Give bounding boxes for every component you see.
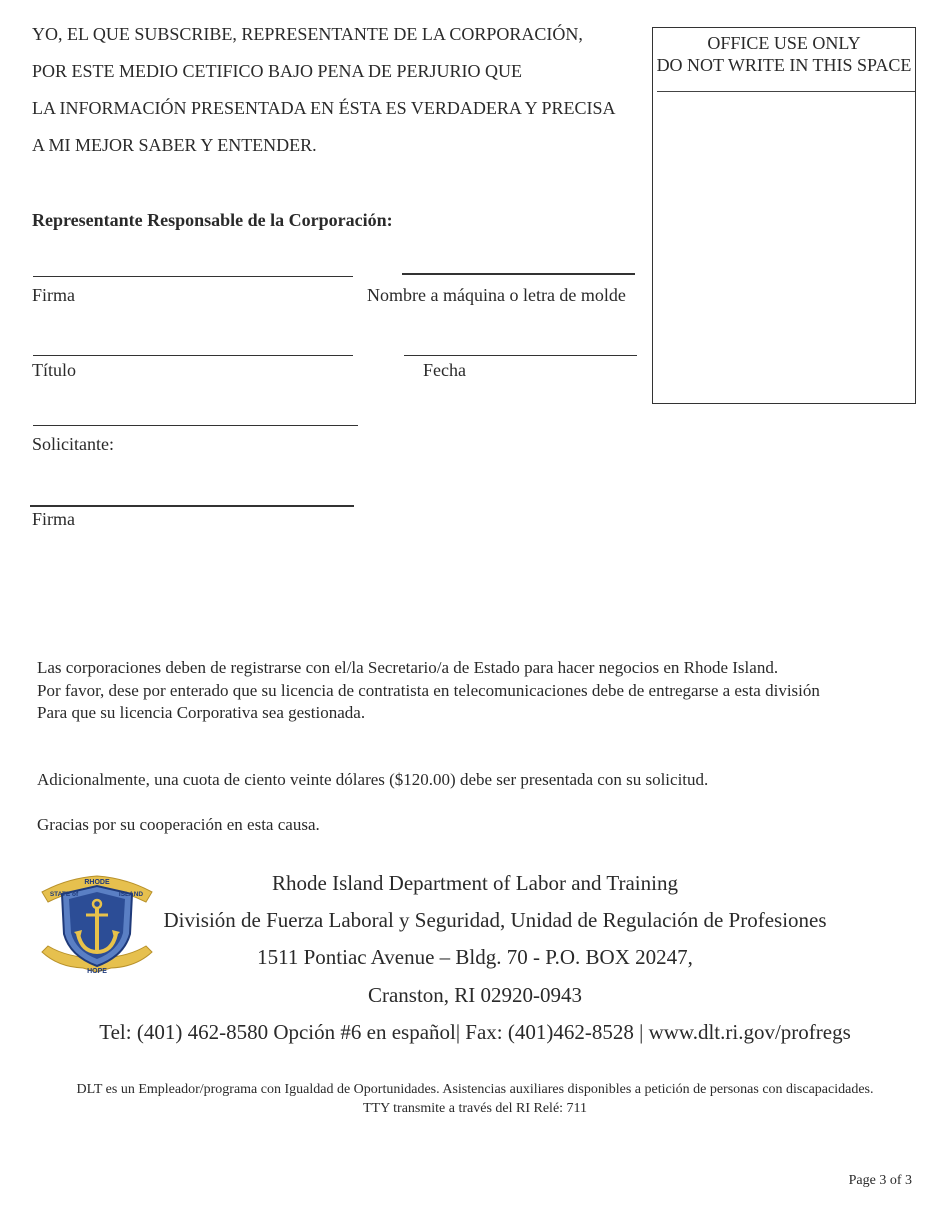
applicant-label: Solicitante:	[32, 434, 114, 454]
department-name: Rhode Island Department of Labor and Training	[272, 871, 678, 895]
notice-line-1: Las corporaciones deben de registrarse con el/la Secretario/a de Estado para hacer negocios en Rhode Island.	[37, 658, 779, 677]
title-label: Título	[32, 360, 76, 380]
printed-name-label: Nombre a máquina o letra de molde	[367, 285, 626, 305]
representative-signature-label: Firma	[32, 285, 75, 305]
office-use-line-2: DO NOT WRITE IN THIS SPACE	[656, 55, 912, 75]
office-use-box	[652, 27, 916, 404]
declaration-line-1: YO, EL QUE SUBSCRIBE, REPRESENTANTE DE LA CORPORACIÓN,	[32, 24, 583, 44]
notice-line-3: Para que su licencia Corporativa sea gestionada.	[37, 703, 366, 722]
equal-opportunity-note: DLT es un Empleador/programa con Igualdad de Oportunidades. Asistencias auxiliares disponibles a petición de personas con discapacidades.	[76, 1082, 874, 1097]
page-number: Page 3 of 3	[848, 1173, 912, 1188]
declaration-line-3: LA INFORMACIÓN PRESENTADA EN ÉSTA ES VERDADERA Y PRECISA	[32, 98, 616, 118]
street-address: 1511 Pontiac Avenue – Bldg. 70 - P.O. BOX 20247,	[257, 945, 693, 969]
seal-right-text: ISLAND	[118, 891, 144, 898]
division-name: División de Fuerza Laboral y Seguridad, Unidad de Regulación de Profesiones	[163, 908, 827, 932]
fee-notice: Adicionalmente, una cuota de ciento veinte dólares ($120.00) debe ser presentada con su solicitud.	[37, 770, 709, 789]
seal-icon	[38, 872, 156, 982]
seal-top-text: RHODE	[84, 879, 110, 886]
seal-left-text: STATE of	[49, 891, 79, 898]
contact-line: Tel: (401) 462-8580 Opción #6 en español| Fax: (401)462-8528 | www.dlt.ri.gov/profregs	[99, 1020, 851, 1044]
office-use-header	[653, 32, 915, 76]
notice-line-2: Por favor, dese por enterado que su licencia de contratista en telecomunicaciones debe de entregarse a esta división	[37, 681, 820, 700]
applicant-signature-line[interactable]	[30, 505, 354, 507]
declaration-line-4: A MI MEJOR SABER Y ENTENDER.	[32, 135, 317, 155]
office-use-divider	[657, 91, 915, 92]
city-address: Cranston, RI 02920-0943	[367, 983, 583, 1007]
thanks-note: Gracias por su cooperación en esta causa.	[37, 815, 320, 834]
date-label: Fecha	[423, 360, 466, 380]
tty-note: TTY transmite a través del RI Relé: 711	[362, 1101, 588, 1116]
seal-bottom-text: HOPE	[87, 968, 107, 975]
title-line[interactable]	[33, 355, 353, 356]
applicant-line[interactable]	[33, 425, 358, 426]
representative-signature-line[interactable]	[33, 276, 353, 277]
printed-name-line[interactable]	[402, 273, 635, 275]
rhode-island-seal	[38, 872, 156, 982]
representative-heading: Representante Responsable de la Corporación:	[32, 210, 393, 230]
date-line[interactable]	[404, 355, 637, 356]
declaration-line-2: POR ESTE MEDIO CETIFICO BAJO PENA DE PERJURIO QUE	[32, 61, 523, 81]
office-use-line-1: OFFICE USE ONLY	[707, 33, 861, 53]
applicant-signature-label: Firma	[32, 509, 75, 529]
